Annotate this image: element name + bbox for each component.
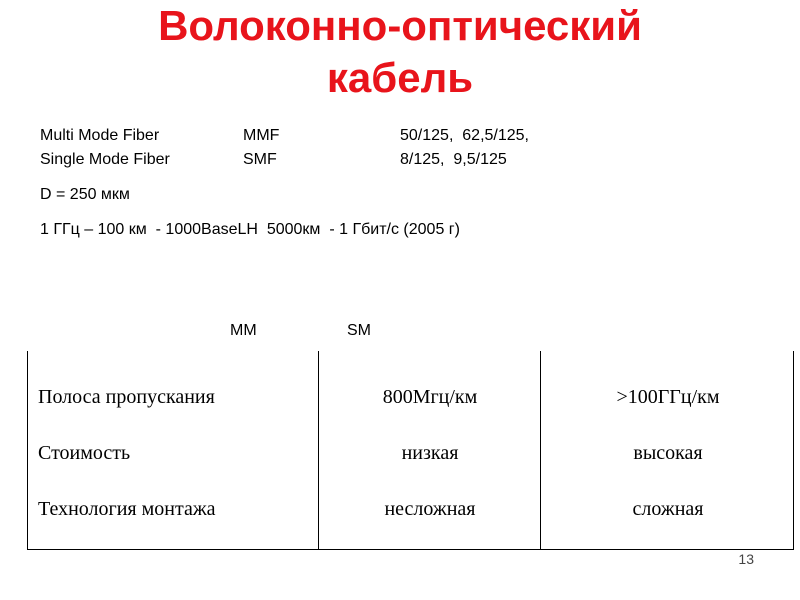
slide-title-line-1: Волоконно-оптический [158, 2, 642, 49]
fiber-name-smf: Single Mode Fiber [40, 151, 170, 168]
table-cell-sm: сложная [632, 498, 704, 520]
table-row-label: Стоимость [38, 442, 131, 464]
fiber-name-mmf: Multi Mode Fiber [40, 127, 160, 144]
table-cell-sm: >100ГГц/км [616, 386, 720, 408]
comparison-table [27, 351, 794, 550]
table-divider-2 [540, 351, 541, 549]
table-cell-sm: высокая [633, 442, 703, 464]
page-number: 13 [738, 551, 754, 567]
table-cell-mm: низкая [401, 442, 459, 464]
table-row-label: Полоса пропускания [38, 386, 215, 408]
bandwidth-text: 1 ГГц – 100 км - 1000BaseLH 5000км - 1 Гбит/с (2005 г) [40, 221, 460, 238]
column-header-sm: SM [347, 322, 371, 339]
fiber-sizes-smf: 8/125, 9,5/125 [400, 151, 507, 168]
table-cell-mm: 800Мгц/км [382, 386, 478, 408]
diameter-text: D = 250 мкм [40, 186, 130, 203]
table-row-label: Технология монтажа [38, 498, 216, 520]
column-header-mm: MM [230, 322, 257, 339]
fiber-sizes-mmf: 50/125, 62,5/125, [400, 127, 529, 144]
fiber-abbr-smf: SMF [243, 151, 277, 168]
table-divider-1 [318, 351, 319, 549]
fiber-abbr-mmf: MMF [243, 127, 280, 144]
table-cell-mm: несложная [384, 498, 476, 520]
slide-title-line-2: кабель [326, 54, 474, 101]
